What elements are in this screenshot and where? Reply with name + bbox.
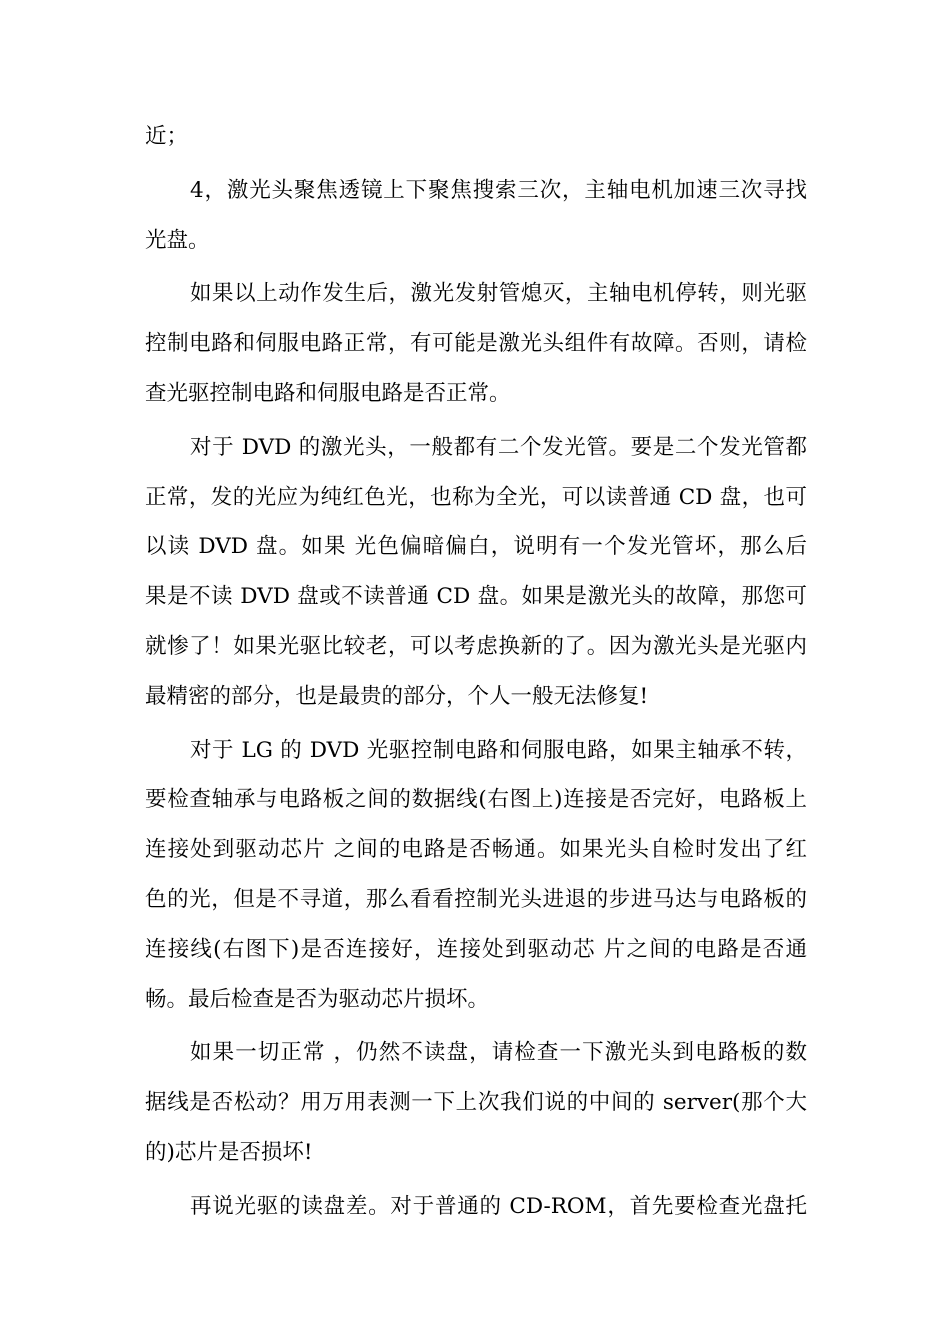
text-line: 以读 DVD 盘。如果 光色偏暗偏白，说明有一个发光管坏，那么后 bbox=[145, 534, 807, 560]
paragraph bbox=[145, 423, 807, 722]
text-line: 4，激光头聚焦透镜上下聚焦搜索三次，主轴电机加速三次寻找 bbox=[190, 177, 807, 203]
text-line: 要检查轴承与电路板之间的数据线(右图上)连接是否完好，电路板上 bbox=[145, 787, 807, 813]
text-line: 如果一切正常 ，仍然不读盘，请检查一下激光头到电路板的数 bbox=[190, 1040, 807, 1066]
paragraph bbox=[145, 1182, 807, 1232]
text-line: 据线是否松动？用万用表测一下上次我们说的中间的 server(那个大 bbox=[145, 1090, 807, 1116]
paragraph bbox=[145, 166, 807, 266]
text-line: 如果以上动作发生后，激光发射管熄灭，主轴电机停转，则光驱 bbox=[190, 281, 807, 307]
text-line: 光盘。 bbox=[145, 227, 210, 253]
text-line: 再说光驱的读盘差。对于普通的 CD-ROM，首先要检查光盘托 bbox=[190, 1193, 807, 1219]
text-line: 近； bbox=[145, 124, 189, 149]
paragraph bbox=[145, 726, 807, 1025]
paragraph bbox=[145, 269, 807, 418]
text-line: 连接处到驱动芯片 之间的电路是否畅通。如果光头自检时发出了红 bbox=[145, 837, 807, 863]
text-line: 色的光，但是不寻道，那么看看控制光头进退的步进马达与电路板的 bbox=[145, 886, 807, 912]
text-line: 对于 DVD 的激光头，一般都有二个发光管。要是二个发光管都 bbox=[190, 434, 807, 460]
text-line: 正常，发的光应为纯红色光，也称为全光，可以读普通 CD 盘，也可 bbox=[145, 484, 807, 510]
text-line: 的)芯片是否损坏! bbox=[145, 1139, 313, 1165]
text-line: 控制电路和伺服电路正常，有可能是激光头组件有故障。否则，请检 bbox=[145, 331, 807, 357]
text-line: 果是不读 DVD 盘或不读普通 CD 盘。如果是激光头的故障，那您可 bbox=[145, 584, 807, 610]
paragraph bbox=[145, 1028, 807, 1177]
text-line: 连接线(右图下)是否连接好，连接处到驱动芯 片之间的电路是否通 bbox=[145, 936, 807, 962]
paragraph bbox=[145, 112, 807, 162]
text-line: 查光驱控制电路和伺服电路是否正常。 bbox=[145, 380, 511, 406]
body-text bbox=[145, 112, 807, 1232]
text-line: 就惨了！如果光驱比较老，可以考虑换新的了。因为激光头是光驱内 bbox=[145, 633, 807, 659]
text-line: 对于 LG 的 DVD 光驱控制电路和伺服电路，如果主轴承不转， bbox=[190, 737, 807, 763]
text-line: 最精密的部分，也是最贵的部分，个人一般无法修复! bbox=[145, 683, 649, 709]
text-line: 畅。最后检查是否为驱动芯片损坏。 bbox=[145, 986, 490, 1012]
